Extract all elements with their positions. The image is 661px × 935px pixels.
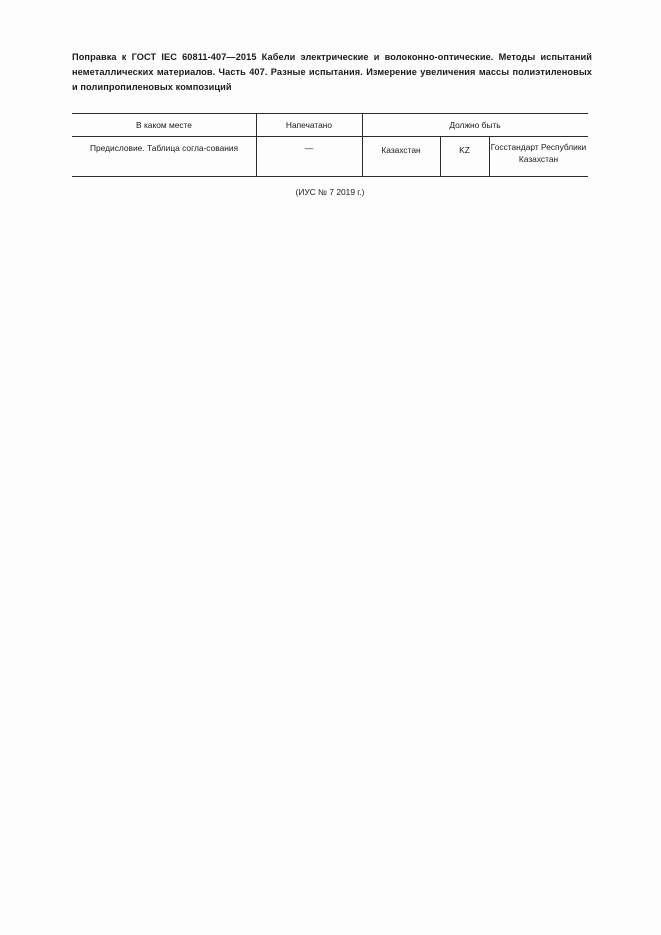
table-border-top bbox=[72, 113, 588, 114]
table-cell-country-code: KZ bbox=[459, 145, 470, 155]
publication-reference: (ИУС № 7 2019 г.) bbox=[295, 187, 365, 197]
page-title: Поправка к ГОСТ IEC 60811-407—2015 Кабели электрические и волоконно-оптические. Методы испытаний неметаллических материалов. Часть 407. Разные испытания. Измерение увеличения массы полиэтиленовых и полипропиленовых композиций bbox=[72, 52, 592, 92]
table-border-bottom bbox=[72, 176, 588, 177]
table-cell-where: Предисловие. Таблица согла-сования bbox=[90, 143, 239, 153]
table-border-header bbox=[72, 136, 588, 137]
table-cell-organization: Госстандарт Республики Казахстан bbox=[490, 142, 587, 164]
table-header-printed: Напечатано bbox=[285, 120, 333, 130]
table-cell-printed: — bbox=[304, 143, 314, 153]
table-cell-country: Казахстан bbox=[381, 145, 421, 155]
table-header-should-be: Должно быть bbox=[449, 120, 501, 130]
table-header-where: В каком месте bbox=[136, 120, 192, 130]
